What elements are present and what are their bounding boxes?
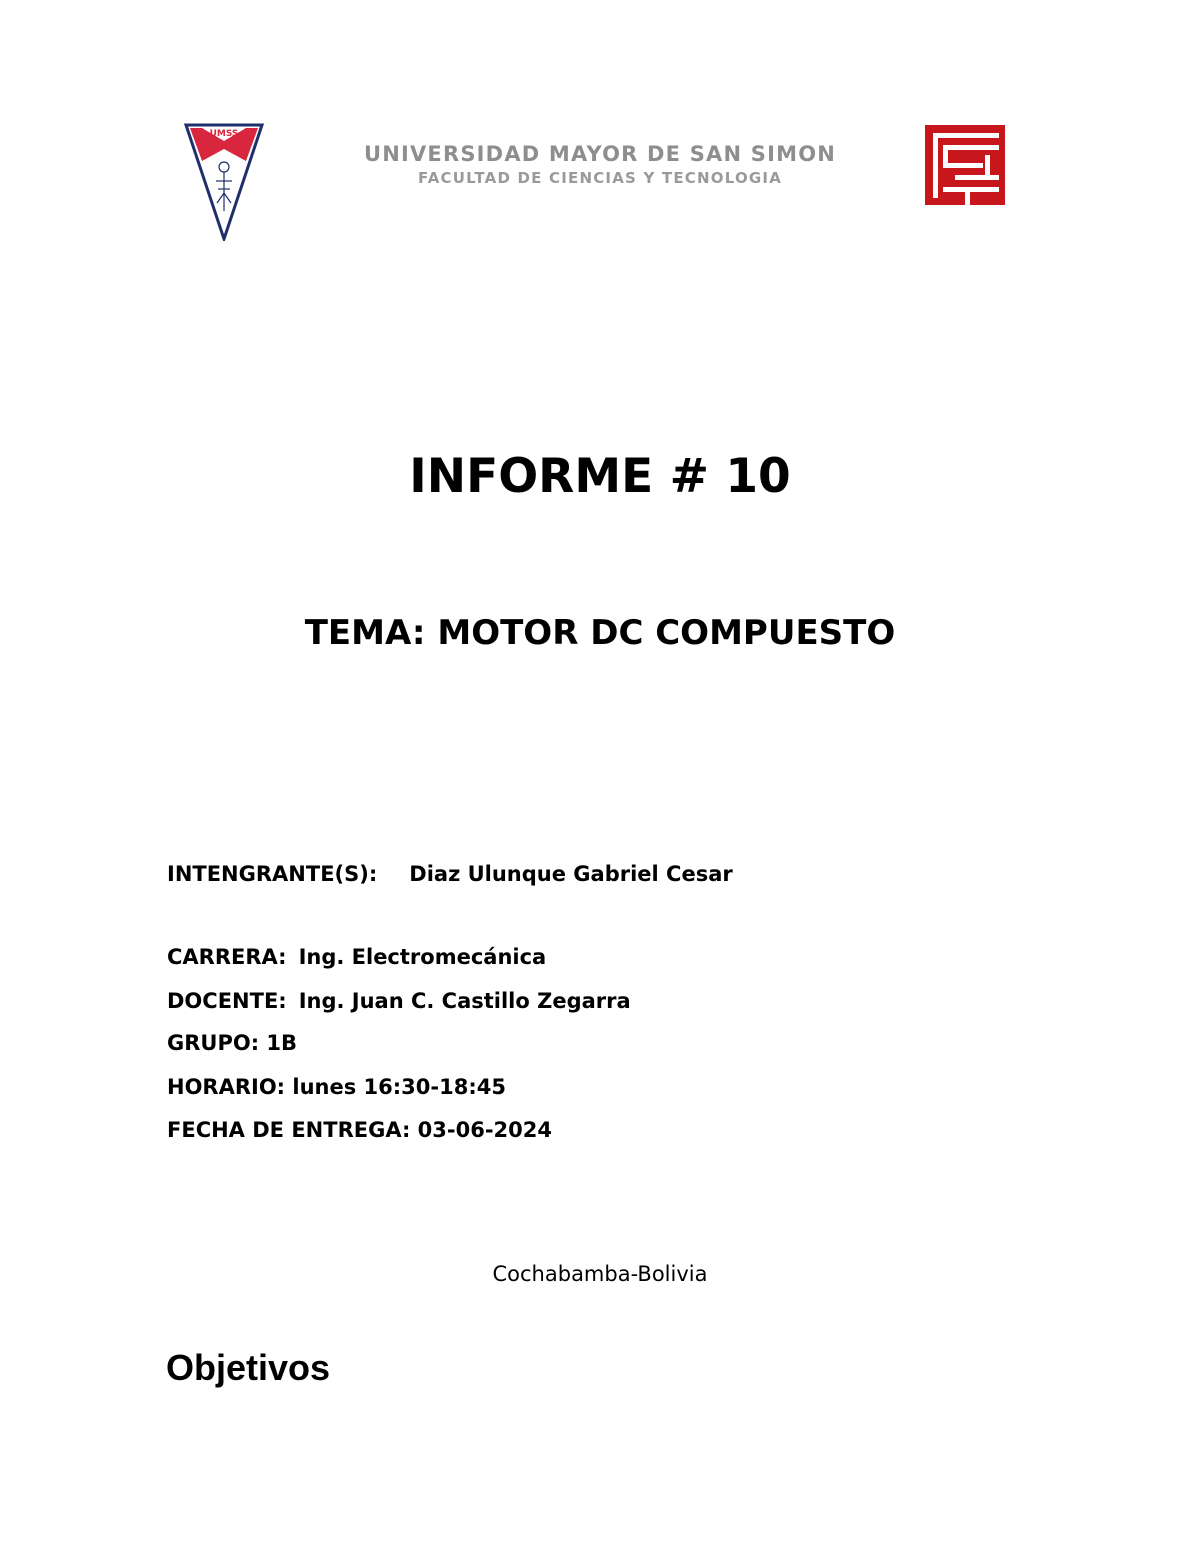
umss-logo-text: UMSS: [209, 129, 239, 139]
members-label: INTENGRANTE(S):: [167, 862, 378, 886]
university-header: [300, 140, 900, 188]
group-line: GRUPO: 1B: [167, 1031, 298, 1055]
objectives-heading: Objetivos: [166, 1347, 331, 1388]
umss-logo: [184, 123, 264, 241]
teacher-value: Ing. Juan C. Castillo Zegarra: [298, 989, 631, 1013]
university-name: UNIVERSIDAD MAYOR DE SAN SIMON: [363, 142, 837, 166]
members-value: Diaz Ulunque Gabriel Cesar: [409, 862, 733, 886]
report-topic: TEMA: MOTOR DC COMPUESTO: [304, 613, 896, 653]
city-location: Cochabamba-Bolivia: [492, 1262, 708, 1286]
career-value: Ing. Electromecánica: [298, 945, 547, 969]
delivery-date-line: FECHA DE ENTREGA: 03-06-2024: [167, 1118, 553, 1142]
faculty-name: FACULTAD DE CIENCIAS Y TECNOLOGIA: [417, 169, 783, 187]
members-line: [167, 859, 733, 889]
schedule-line: HORARIO: lunes 16:30-18:45: [167, 1075, 506, 1099]
teacher-line: [167, 986, 631, 1016]
career-line: [167, 942, 546, 972]
teacher-label: DOCENTE:: [167, 989, 287, 1013]
career-label: CARRERA:: [167, 945, 287, 969]
fcyt-logo: [925, 125, 1005, 205]
report-title: INFORME # 10: [409, 449, 791, 504]
